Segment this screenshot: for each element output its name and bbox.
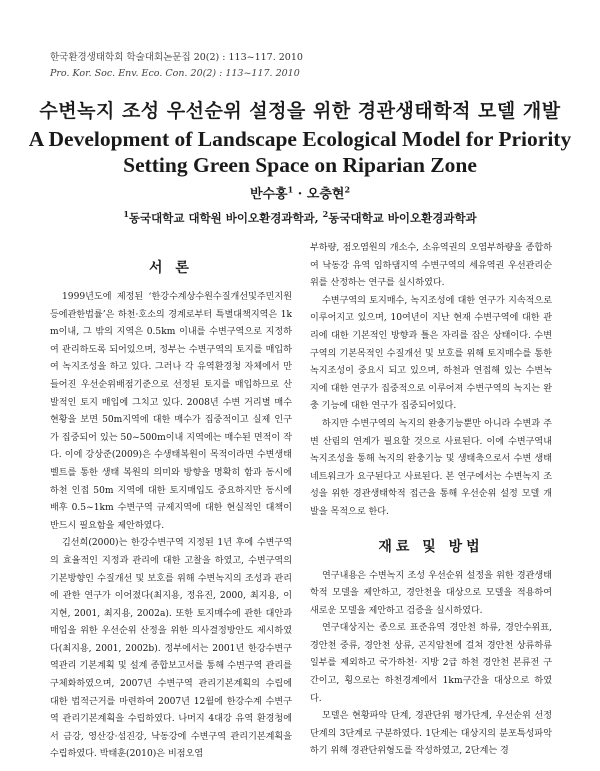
section-title-introduction: 서 론 — [149, 260, 193, 276]
paper-title-korean: 수변녹지 조성 우선순위 설정을 위한 경관생태학적 모델 개발 — [39, 100, 561, 122]
journal-citation-en: Pro. Kor. Soc. Env. Eco. Con. 20(2) : 113~117. 2010 — [50, 68, 300, 79]
left-column — [50, 243, 292, 764]
affiliation-text: 동국대학교 대학원 바이오환경과학과, — [128, 211, 323, 225]
author-separator: · — [293, 187, 307, 202]
author-affiliation-mark: 2 — [344, 184, 351, 195]
paper-title-english-line1: A Development of Landscape Ecological Model for Priority — [28, 127, 572, 151]
author-name: 오충현 — [306, 187, 345, 202]
paper-title-english-line2: Setting Green Space on Riparian Zone — [123, 153, 477, 177]
affiliations — [0, 210, 600, 226]
affiliation-mark: 1 — [123, 209, 129, 220]
affiliation-text: 동국대학교 바이오환경과학과 — [328, 211, 477, 225]
author-name: 반수홍 — [249, 187, 288, 202]
author-list — [0, 183, 600, 202]
body-paragraph: 연구대상지는 종으로 표준유역 경안천 하류, 경안수위표, 경안천 중류, 경안천 상류, 곤지암천에 걸쳐 경안천 상류하류 일부를 제외하고 국가하천· 지방 2급 하천 경안천 본류전 구간이고, 횡으로는 하천경계에서 1km구간을 대상으로 하였다. — [310, 623, 552, 704]
paper-title-english — [0, 126, 600, 178]
section-title-methods: 재료 및 방법 — [378, 538, 484, 555]
affiliation-mark: 2 — [322, 209, 329, 220]
body-paragraph: 김선희(2000)는 한강수변구역 지정된 1년 후에 수변구역의 효율적인 지정과 관리에 대한 고찰을 하였고, 수변구역의 기본방향인 수질개선 및 보호를 위해 수변녹지의 조성과 관리에 관한 연구가 이어졌다(최지용, 정유진, 2000, 최지용, 이지현, 2001, 최지용, 2002a). 또한 토지매수에 관한 대안과 매입을 위한 우선순위 산정을 위한 의사결정방안도 제시하였다(최지용, 2001, 2002b). 정부에서는 2001년 한강수변구역관리 기본계획 및 설계 종합보고서를 통해 수변구역 관리를 구체화하였으며, 2007년 수변구역 관리기본계획의 수립에 대한 법적근거를 마련하여 2007년 12월에 한강수계 수변구역 관리기본계획을 수립하였다. 나머지 4대강 유역 환경청에서 금강, 영산강·섬진강, 낙동강에 수변구역 관리기본계획을 수립하였다. 박태훈(2010)은 비점오염 — [50, 538, 292, 760]
body-paragraph: 수변구역의 토지매수, 녹지조성에 대한 연구가 지속적으로 이루어지고 있으며, 10여년이 지난 현재 수변구역에 대한 관리에 대한 기본적인 방향과 틀은 자리를 잡은 상태이다. 수변구역의 기본목적인 수질개선 및 보호를 위해 토지매수를 통한 녹지조성이 중요시 되고 있으며, 하천과 연접해 있는 수변녹지에 대한 연구가 집중적으로 이루어져 수변구역의 녹지는 완충 기능에 대한 연구가 집중되어있다. — [310, 295, 552, 412]
body-paragraph: 부하량, 점오염원의 개소수, 소유역권의 오염부하량을 종합하여 낙동강 유역 임하댐지역 수변구역의 세유역권 우선관리순위를 산정하는 연구를 실시하였다. — [310, 243, 552, 289]
author-affiliation-mark: 1 — [287, 184, 294, 195]
journal-citation-ko: 한국환경생태학회 학술대회논문집 20(2) : 113~117. 2010 — [50, 52, 303, 63]
journal-header — [50, 50, 303, 82]
right-column — [310, 240, 552, 761]
body-paragraph: 모델은 현황파악 단계, 경관단위 평가단계, 우선순위 선정단계의 3단계로 구분하였다. 1단계는 대상지의 분포특성파악하기 위해 경관단위형도를 작성하였고, 2단계는 경 — [310, 711, 552, 757]
body-paragraph: 연구내용은 수변녹지 조성 우선순위 설정을 위한 경관생태학적 모델을 제안하고, 경안천을 대상으로 모델을 적용하여 새로운 모델을 제안하고 검증을 실시하였다. — [310, 570, 552, 616]
body-paragraph: 하지만 수변구역의 녹지의 완충기능뿐만 아니라 수변과 주변 산림의 연계가 필요할 것으로 사료된다. 이에 수변구역내 녹지조성을 통해 녹지의 완충기능 및 생태축으로서 수변 생태네트워크가 요구된다고 사료된다. 본 연구에서는 수변녹지 조성을 위한 경관생태학적 접근을 통해 우선순위 설정 모델 개발을 목적으로 한다. — [310, 418, 552, 517]
body-paragraph: 1999년도에 제정된 ‘한강수계상수원수질개선및주민지원등에관한법률’은 하천·호소의 경계로부터 특별대책지역은 1km이내, 그 밖의 지역은 0.5km 이내를 수변구역으로 지정하여 관리하도록 되어있으며, 정부는 수변구역의 토지를 매입하여 녹지조성을 하고 있다. 그러나 각 유역환경청 자체에서 만들어진 우선순위배점기준으로 선정된 토지를 매입하므로 산발적인 토지 매입에 그치고 있다. 2008년 수변 거리별 매수 현황을 보면 50m지역에 대한 매수가 집중적이고 실제 인구가 집중되어 있는 50~500m이내 지역에는 매수된 면적이 작다. 이에 강상준(2009)은 수생태복원이 목적이라면 수변생태벨트를 통한 생태 복원의 의미와 방향을 명확히 함과 동시에 하천 인접 50m 지역에 대한 토지매입도 중요하지만 동시에 배후 0.5~1km 수변구역 규제지역에 대한 현실적인 대책이 반드시 필요함을 제안하였다. — [50, 292, 292, 531]
